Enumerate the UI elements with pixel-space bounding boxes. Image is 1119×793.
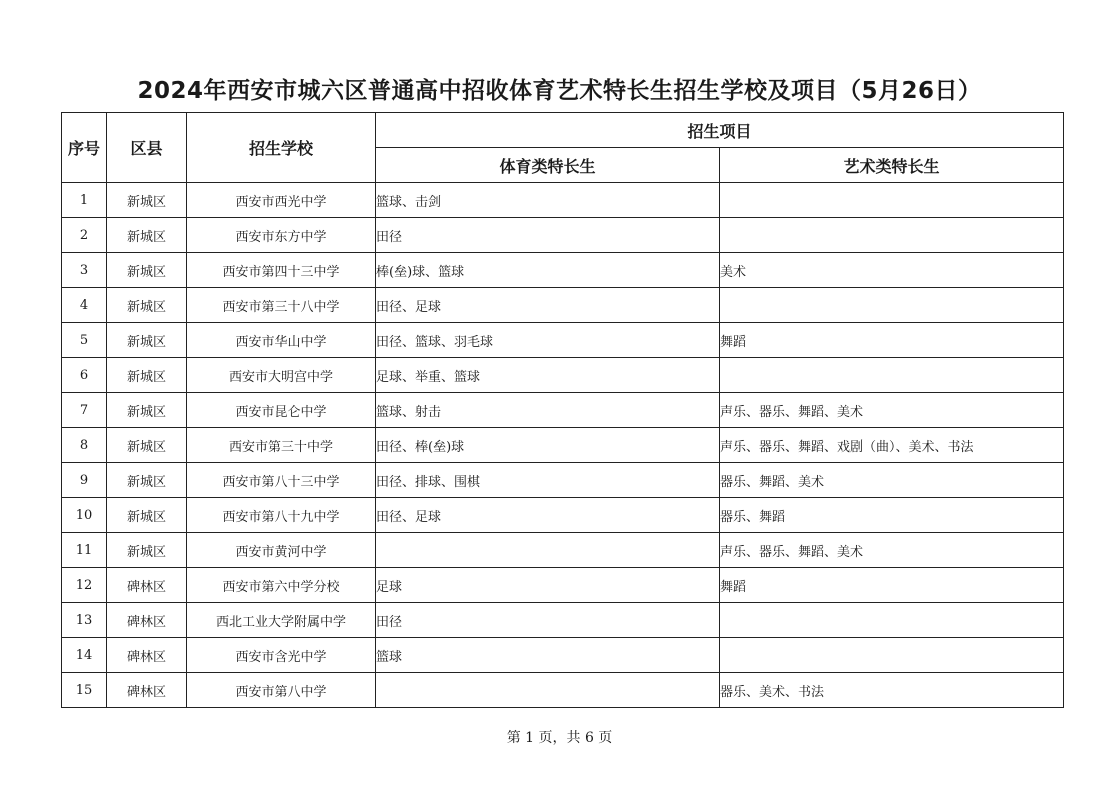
cell-sports: 篮球、击剑 xyxy=(376,183,720,218)
table-row xyxy=(62,638,1064,673)
cell-district: 新城区 xyxy=(107,183,187,218)
cell-sports: 篮球 xyxy=(376,638,720,673)
cell-sports: 棒(垒)球、篮球 xyxy=(376,253,720,288)
cell-arts: 声乐、器乐、舞蹈、美术 xyxy=(720,533,1064,568)
cell-arts: 声乐、器乐、舞蹈、美术 xyxy=(720,393,1064,428)
header-arts: 艺术类特长生 xyxy=(720,148,1064,183)
table-row xyxy=(62,393,1064,428)
table-row xyxy=(62,358,1064,393)
cell-sports: 田径、排球、围棋 xyxy=(376,463,720,498)
cell-district: 碑林区 xyxy=(107,568,187,603)
table-row xyxy=(62,253,1064,288)
table-row xyxy=(62,323,1064,358)
cell-school: 西安市含光中学 xyxy=(187,638,376,673)
cell-sports: 田径、棒(垒)球 xyxy=(376,428,720,463)
cell-sports: 足球 xyxy=(376,568,720,603)
cell-district: 新城区 xyxy=(107,218,187,253)
schools-table xyxy=(61,112,1064,708)
cell-school: 西安市第三十八中学 xyxy=(187,288,376,323)
table-row xyxy=(62,288,1064,323)
header-sports: 体育类特长生 xyxy=(376,148,720,183)
cell-arts xyxy=(720,358,1064,393)
cell-arts: 器乐、舞蹈 xyxy=(720,498,1064,533)
header-programs: 招生项目 xyxy=(376,113,1064,148)
cell-index: 4 xyxy=(62,288,107,323)
cell-arts: 舞蹈 xyxy=(720,568,1064,603)
cell-arts: 美术 xyxy=(720,253,1064,288)
cell-arts xyxy=(720,288,1064,323)
header-index: 序号 xyxy=(62,113,107,183)
cell-school: 西安市华山中学 xyxy=(187,323,376,358)
cell-index: 2 xyxy=(62,218,107,253)
cell-index: 14 xyxy=(62,638,107,673)
cell-index: 15 xyxy=(62,673,107,708)
cell-arts xyxy=(720,638,1064,673)
cell-index: 13 xyxy=(62,603,107,638)
cell-district: 新城区 xyxy=(107,463,187,498)
cell-school: 西安市西光中学 xyxy=(187,183,376,218)
cell-index: 1 xyxy=(62,183,107,218)
cell-arts xyxy=(720,218,1064,253)
table-row xyxy=(62,463,1064,498)
cell-district: 新城区 xyxy=(107,323,187,358)
cell-school: 西安市东方中学 xyxy=(187,218,376,253)
cell-index: 3 xyxy=(62,253,107,288)
cell-sports: 田径、篮球、羽毛球 xyxy=(376,323,720,358)
cell-district: 新城区 xyxy=(107,288,187,323)
cell-index: 6 xyxy=(62,358,107,393)
cell-school: 西安市第八十九中学 xyxy=(187,498,376,533)
table-row xyxy=(62,218,1064,253)
cell-sports xyxy=(376,533,720,568)
page-footer: 第 1 页，共 6 页 xyxy=(506,730,613,746)
cell-index: 10 xyxy=(62,498,107,533)
cell-school: 西安市第八十三中学 xyxy=(187,463,376,498)
header-row xyxy=(62,113,1064,148)
cell-index: 11 xyxy=(62,533,107,568)
cell-sports: 篮球、射击 xyxy=(376,393,720,428)
cell-arts: 器乐、美术、书法 xyxy=(720,673,1064,708)
cell-arts: 声乐、器乐、舞蹈、戏剧（曲）、美术、书法 xyxy=(720,428,1064,463)
table-row xyxy=(62,603,1064,638)
table-row xyxy=(62,533,1064,568)
cell-school: 西安市大明宫中学 xyxy=(187,358,376,393)
cell-sports: 足球、举重、篮球 xyxy=(376,358,720,393)
cell-district: 新城区 xyxy=(107,393,187,428)
cell-district: 碑林区 xyxy=(107,673,187,708)
cell-school: 西北工业大学附属中学 xyxy=(187,603,376,638)
cell-district: 新城区 xyxy=(107,358,187,393)
cell-district: 碑林区 xyxy=(107,638,187,673)
cell-school: 西安市第八中学 xyxy=(187,673,376,708)
cell-district: 新城区 xyxy=(107,533,187,568)
cell-index: 8 xyxy=(62,428,107,463)
cell-district: 新城区 xyxy=(107,253,187,288)
cell-sports: 田径 xyxy=(376,218,720,253)
cell-school: 西安市黄河中学 xyxy=(187,533,376,568)
cell-index: 9 xyxy=(62,463,107,498)
cell-index: 12 xyxy=(62,568,107,603)
cell-district: 碑林区 xyxy=(107,603,187,638)
cell-arts xyxy=(720,183,1064,218)
cell-district: 新城区 xyxy=(107,498,187,533)
table-row xyxy=(62,428,1064,463)
table-row xyxy=(62,183,1064,218)
cell-school: 西安市第四十三中学 xyxy=(187,253,376,288)
cell-school: 西安市第三十中学 xyxy=(187,428,376,463)
cell-index: 5 xyxy=(62,323,107,358)
header-district: 区县 xyxy=(107,113,187,183)
cell-index: 7 xyxy=(62,393,107,428)
cell-school: 西安市昆仑中学 xyxy=(187,393,376,428)
header-school: 招生学校 xyxy=(187,113,376,183)
document-title: 2024年西安市城六区普通高中招收体育艺术特长生招生学校及项目（5月26日） xyxy=(137,78,982,104)
cell-sports: 田径、足球 xyxy=(376,498,720,533)
cell-arts: 舞蹈 xyxy=(720,323,1064,358)
table-row xyxy=(62,673,1064,708)
table-row xyxy=(62,498,1064,533)
cell-sports: 田径、足球 xyxy=(376,288,720,323)
cell-sports: 田径 xyxy=(376,603,720,638)
cell-school: 西安市第六中学分校 xyxy=(187,568,376,603)
cell-arts xyxy=(720,603,1064,638)
cell-district: 新城区 xyxy=(107,428,187,463)
table-row xyxy=(62,568,1064,603)
cell-arts: 器乐、舞蹈、美术 xyxy=(720,463,1064,498)
cell-sports xyxy=(376,673,720,708)
